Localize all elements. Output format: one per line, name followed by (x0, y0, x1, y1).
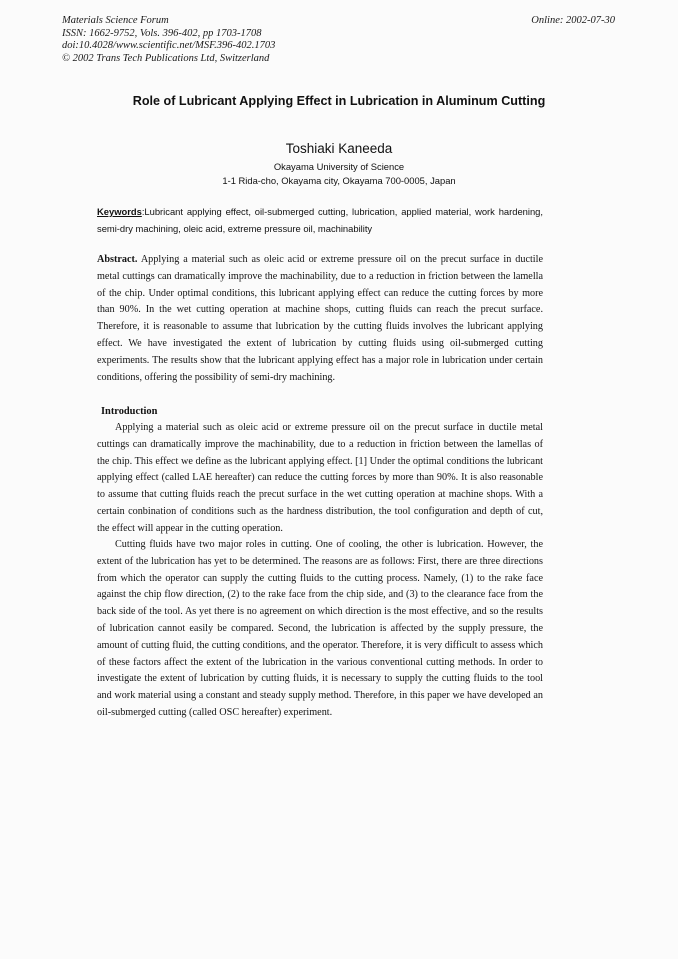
publication-header (62, 15, 275, 65)
journal-name: Materials Science Forum (62, 15, 169, 26)
introduction-paragraph: Cutting fluids have two major roles in cutting. One of cooling, the other is lubrication. However, the extent of the lubrication has yet to be determined. The reasons are as follows: First, there are three directions from which the operator can supply the cutting fluids to the cutting process. Namely, (1) to the rake face against the chip flow direction, (2) to the rake face from the chip side, and (3) to the clearance face from the back side of the tool. As yet there is no agreement on which direction is the most effective, and so the results of lubrication cannot easily be compared. Second, the lubrication is affected by the supply pressure, the amount of cutting fluid, the cutting conditions, and the operator. Therefore, it is very difficult to assess which of these factors affect the extent of the lubrication in the various conventional cutting methods. In order to investigate the extent of lubrication by cutting fluids, it is necessary to supply the cutting fluids to the tool and work material using a constant and steady supply method. Therefore, in this paper we have developed an oil-submerged cutting (called OSC hereafter) experiment. (97, 539, 543, 718)
institution: Okayama University of Science (273, 161, 405, 172)
keywords (97, 204, 543, 237)
issn-line: ISSN: 1662-9752, Vols. 396-402, pp 1703-1708 (62, 27, 262, 39)
affiliation (60, 160, 618, 188)
keywords-label: Keywords (97, 206, 142, 217)
author-name: Toshiaki Kaneeda (285, 141, 393, 156)
paper-title: Role of Lubricant Applying Effect in Lubrication in Aluminum Cutting (132, 94, 546, 108)
copyright-line: © 2002 Trans Tech Publications Ltd, Switzerland (62, 52, 270, 64)
address: 1-1 Rida-cho, Okayama city, Okayama 700-0005, Japan (222, 175, 456, 186)
online-date: Online: 2002-07-30 (531, 15, 615, 26)
doi-line: doi:10.4028/www.scientific.net/MSF.396-402.1703 (62, 40, 276, 51)
abstract-text: Applying a material such as oleic acid or extreme pressure oil on the precut surface in ductile metal cuttings can dramatically improve the machinability, due to a reduction in friction between the lamella of the chip. Under optimal conditions, this lubricant applying effect can reduce the cutting forces by more than 90%. In the wet cutting operation at machine shops, cutting fluids can reach the precut surface. Therefore, it is reasonable to assume that lubrication by the cutting fluids involves the lubricant applying effect. We have investigated the extent of lubrication by cutting fluids using oil-submerged cutting experiments. The results show that the lubricant applying effect has a major role in lubrication under certain conditions, offering the possibility of semi-dry machining. (97, 254, 543, 383)
abstract (97, 252, 543, 386)
keywords-text: :Lubricant applying effect, oil-submerged cutting, lubrication, applied material, work hardening, semi-dry machining, oleic acid, extreme pressure oil, machinability (97, 206, 543, 234)
introduction-paragraph: Applying a material such as oleic acid or extreme pressure oil on the precut surface in ductile metal cuttings can dramatically improve the machinability, due to a reduction in friction between the lamellas of the chip. This effect we define as the lubricant applying effect. [1] Under the optimal conditions the lubricant applying effect (called LAE hereafter) can reduce the cutting forces by more than 90%. It is also reasonable to assume that cutting fluids reach the precut surface in the wet cutting operation at machine shops. With a certain conbination of conditions such as the hardness distribution, the tool configuration and depth of cut, the effect will appear in the cutting operation. (97, 422, 543, 534)
abstract-label: Abstract. (97, 254, 138, 265)
section-heading-introduction: Introduction (101, 406, 158, 417)
